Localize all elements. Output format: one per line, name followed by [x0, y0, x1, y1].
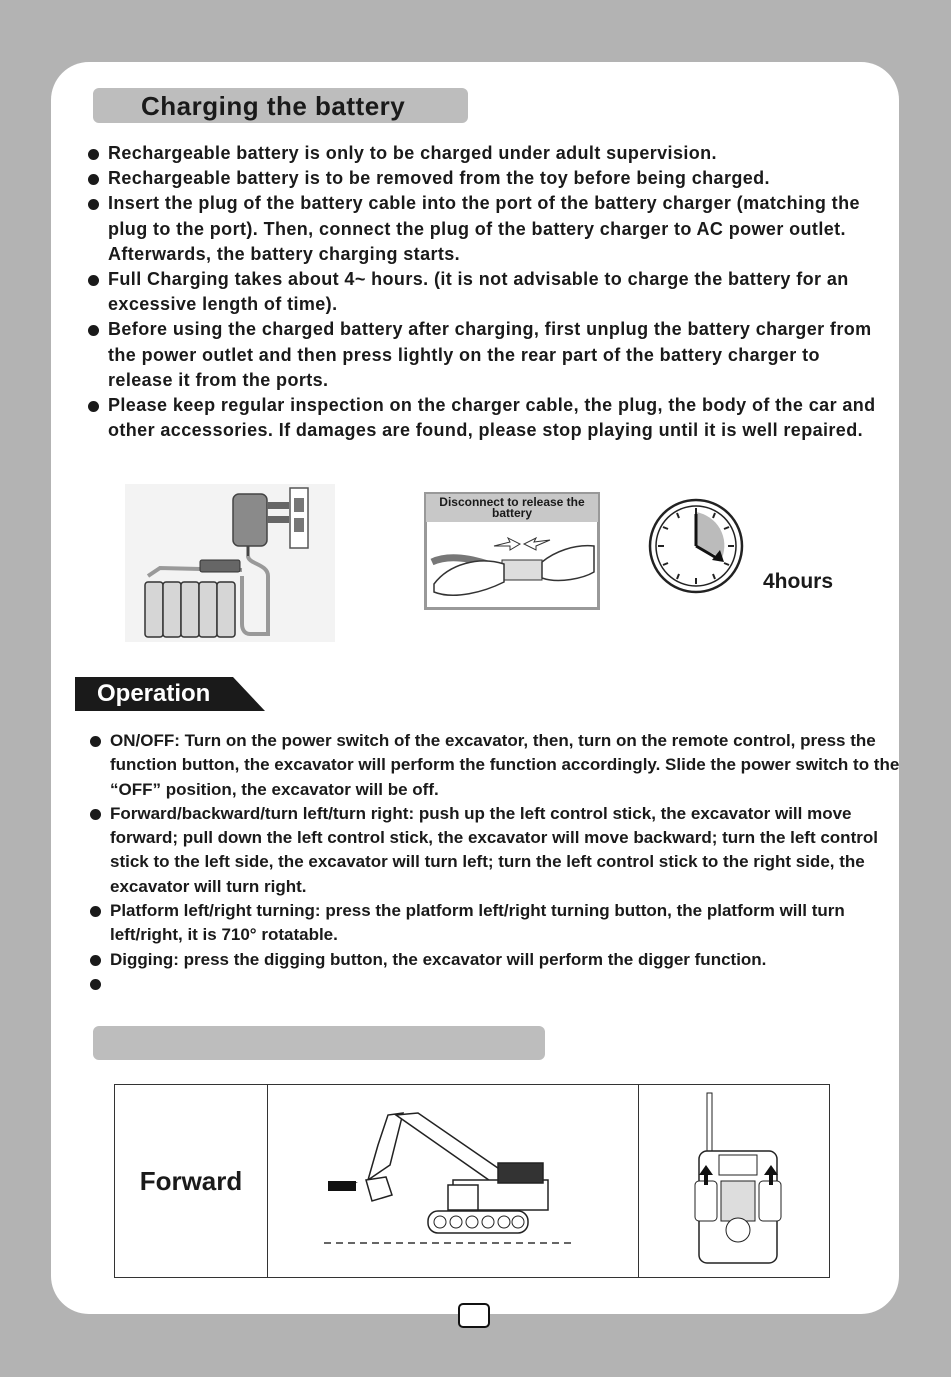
charging-bullet-list: [86, 141, 886, 443]
operation-bullet-empty: [88, 972, 900, 996]
charging-section-header: [93, 88, 468, 123]
action-label: Forward: [139, 1165, 243, 1196]
charging-bullet: Rechargeable battery is only to be charged under adult supervision.: [86, 141, 886, 166]
operation-bullet-list: [88, 729, 900, 996]
charging-bullet: Insert the plug of the battery cable into the port of the battery charger (matching the plug to the port). Then, connect the plug of the battery charger to AC power outlet. Afterwards, the battery charging starts.: [86, 191, 886, 267]
operation-title: Operation: [97, 680, 211, 707]
operation-bullet: ON/OFF: Turn on the power switch of the excavator, then, turn on the remote control, press the function button, the excavator will perform the function accordingly. Slide the power switch to the “OFF” position, the excavator will be off.: [88, 729, 900, 802]
excavator-illustration: [268, 1085, 638, 1272]
control-table: [114, 1084, 830, 1278]
page-number-box: [458, 1303, 490, 1328]
remote-control-illustration: [639, 1085, 829, 1272]
control-section-header: [93, 1026, 545, 1060]
remote-cell: [639, 1085, 830, 1278]
disconnect-caption: Disconnect to release the battery: [426, 494, 598, 522]
charging-bullet: Please keep regular inspection on the charger cable, the plug, the body of the car and other accessories. If damages are found, please stop playing until it is well repaired.: [86, 393, 886, 443]
battery-charger-illustration: [120, 484, 340, 644]
charging-duration-label: 4hours: [763, 570, 834, 593]
action-cell: [115, 1085, 268, 1278]
charging-bullet: Rechargeable battery is to be removed from the toy before being charged.: [86, 166, 886, 191]
operation-title-wrap: [75, 677, 265, 711]
excavator-cell: [268, 1085, 639, 1278]
charging-title: Charging the battery: [141, 91, 406, 121]
table-row: [115, 1085, 830, 1278]
charging-bullet: Full Charging takes about 4~ hours. (it is not advisable to charge the battery for an excessive length of time).: [86, 267, 886, 317]
operation-bullet: Platform left/right turning: press the platform left/right turning button, the platform will turn left/right, it is 710° rotatable.: [88, 899, 900, 948]
operation-bullet: Forward/backward/turn left/turn right: push up the left control stick, the excavator will move forward; pull down the left control stick, the excavator will move backward; turn the left control stick to the left side, the excavator will turn left; turn the left control stick to the right side, the excavator will turn right.: [88, 802, 900, 899]
clock-icon: [648, 498, 744, 594]
charging-bullet: Before using the charged battery after charging, first unplug the battery charger from the power outlet and then press lightly on the rear part of the battery charger to release it from the ports.: [86, 317, 886, 393]
operation-bullet: Digging: press the digging button, the excavator will perform the digger function.: [88, 948, 900, 972]
